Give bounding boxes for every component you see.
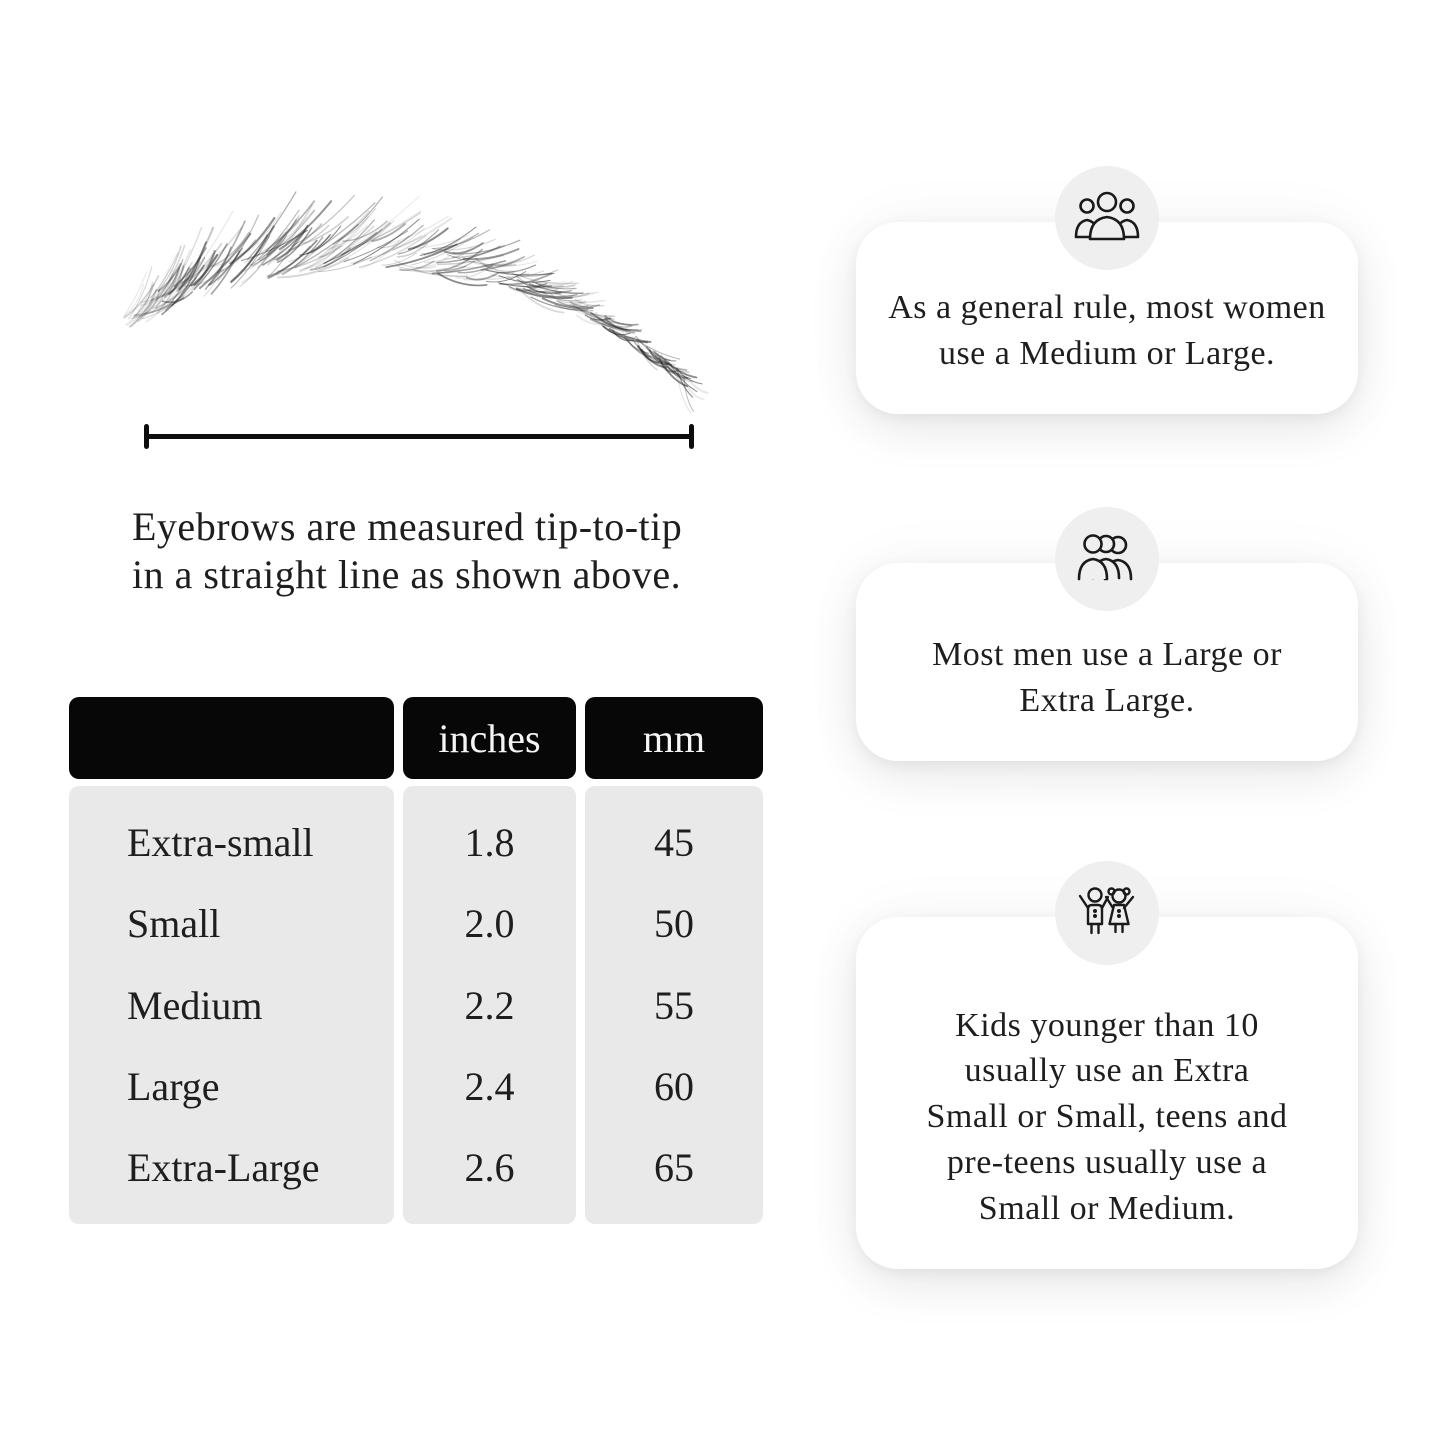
size-table-header-inches: inches bbox=[403, 697, 576, 779]
size-table-header-mm: mm bbox=[585, 697, 763, 779]
size-table-inches-column bbox=[403, 786, 576, 1224]
size-label-small: Small bbox=[127, 901, 221, 947]
mm-value-extra-large: 65 bbox=[654, 1144, 694, 1190]
inches-value-small: 2.0 bbox=[464, 901, 515, 947]
size-label-extra-large: Extra-Large bbox=[127, 1144, 320, 1190]
size-label-large: Large bbox=[127, 1063, 220, 1109]
eyebrow-illustration bbox=[112, 238, 702, 403]
measurement-caption bbox=[132, 503, 682, 599]
mm-value-large: 60 bbox=[654, 1063, 694, 1109]
caption-line-2: in a straight line as shown above. bbox=[132, 552, 682, 597]
kids-icon-circle bbox=[1055, 861, 1159, 965]
measurement-line bbox=[146, 434, 692, 439]
size-table bbox=[69, 697, 763, 1224]
inches-value-extra-small: 1.8 bbox=[464, 820, 515, 866]
inches-value-large: 2.4 bbox=[464, 1063, 515, 1109]
caption-line-1: Eyebrows are measured tip-to-tip bbox=[132, 504, 683, 549]
mm-value-medium: 55 bbox=[654, 982, 694, 1028]
men-size-card bbox=[856, 563, 1358, 761]
women-icon-circle bbox=[1055, 166, 1159, 270]
kids-icon bbox=[1075, 884, 1139, 942]
men-group-icon bbox=[1074, 530, 1140, 588]
men-card-text: Most men use a Large or Extra Large. bbox=[932, 636, 1282, 720]
inches-value-extra-large: 2.6 bbox=[464, 1144, 515, 1190]
men-icon-circle bbox=[1055, 507, 1159, 611]
size-table-label-column bbox=[69, 786, 394, 1224]
women-size-card bbox=[856, 222, 1358, 414]
size-label-medium: Medium bbox=[127, 982, 263, 1028]
kids-size-card bbox=[856, 917, 1358, 1269]
inches-value-medium: 2.2 bbox=[464, 982, 515, 1028]
size-table-mm-column bbox=[585, 786, 763, 1224]
measurement-line-right-cap bbox=[689, 424, 694, 449]
size-label-extra-small: Extra-small bbox=[127, 820, 314, 866]
mm-value-extra-small: 45 bbox=[654, 820, 694, 866]
measurement-line-left-cap bbox=[144, 424, 149, 449]
size-table-header-blank bbox=[69, 697, 394, 779]
kids-card-text: Kids younger than 10 usually use an Extra Small or Small, teens and pre-teens usually use a Small or Medium. bbox=[926, 1006, 1288, 1228]
women-card-text: As a general rule, most women use a Medium or Large. bbox=[888, 289, 1326, 373]
mm-value-small: 50 bbox=[654, 901, 694, 947]
women-group-icon bbox=[1074, 189, 1140, 247]
